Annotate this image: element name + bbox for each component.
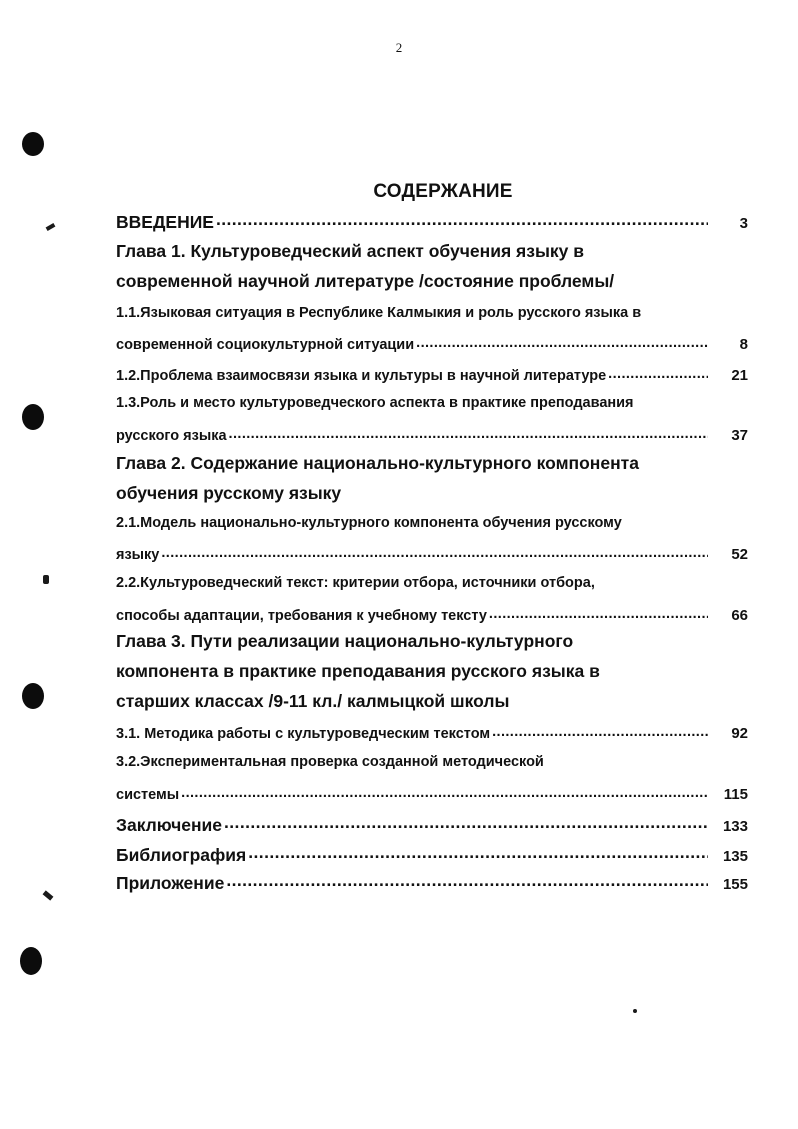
chapter-heading: обучения русскому языку bbox=[116, 483, 342, 503]
toc-entry-label: языку bbox=[116, 546, 160, 563]
chapter-heading: старших классах /9-11 кл./ калмыцкой школы bbox=[116, 691, 510, 711]
toc-title: СОДЕРЖАНИЕ bbox=[373, 181, 513, 202]
chapter-heading: Глава 1. Культуроведческий аспект обучения языку в bbox=[116, 241, 585, 261]
dot-leader bbox=[248, 843, 708, 861]
toc-page-number: 66 bbox=[731, 606, 748, 624]
toc-entry-appendix bbox=[116, 871, 748, 894]
punch-hole bbox=[22, 683, 44, 709]
toc-page-number: 92 bbox=[731, 724, 748, 742]
dot-leader bbox=[608, 365, 708, 380]
chapter-heading: Глава 3. Пути реализации национально-культурного bbox=[116, 631, 574, 651]
section-heading: 1.3.Роль и место культуроведческого аспекта в практике преподавания bbox=[116, 395, 634, 411]
scan-mark bbox=[43, 890, 54, 900]
toc-entry-label: 3.1. Методика работы с культуроведческим текстом bbox=[116, 725, 491, 742]
punch-hole bbox=[20, 947, 42, 975]
section-heading: 1.1.Языковая ситуация в Республике Калмыкия и роль русского языка в bbox=[116, 305, 642, 321]
toc-page-number: 37 bbox=[731, 426, 748, 444]
toc-entry-section bbox=[116, 425, 748, 444]
toc-entry-label: русского языка bbox=[116, 427, 227, 444]
punch-hole bbox=[22, 132, 44, 156]
toc-entry-section bbox=[116, 544, 748, 563]
page-number: 2 bbox=[395, 40, 403, 55]
dot-leader bbox=[416, 334, 708, 349]
toc-entry-label: Заключение bbox=[116, 814, 223, 835]
toc-entry-label: ВВЕДЕНИЕ bbox=[116, 211, 214, 232]
scan-mark bbox=[633, 1009, 637, 1013]
toc-entry-section bbox=[116, 784, 748, 803]
toc-entry-introduction bbox=[116, 210, 748, 233]
toc-entry-section bbox=[116, 723, 748, 742]
chapter-heading: компонента в практике преподавания русского языка в bbox=[116, 661, 600, 681]
dot-leader bbox=[216, 210, 708, 228]
scan-mark bbox=[43, 575, 49, 584]
toc-entry-section bbox=[116, 365, 748, 384]
dot-leader bbox=[181, 784, 708, 799]
toc-entry-section bbox=[116, 605, 748, 624]
toc-page-number: 155 bbox=[722, 875, 748, 893]
dot-leader bbox=[489, 605, 708, 620]
dot-leader bbox=[229, 425, 708, 440]
dot-leader bbox=[224, 813, 708, 831]
toc-entry-label: системы bbox=[116, 786, 180, 803]
toc-entry-label: Библиография bbox=[116, 844, 247, 865]
toc-entry-bibliography bbox=[116, 843, 748, 866]
toc-page-number: 3 bbox=[739, 214, 748, 232]
section-heading: 2.2.Культуроведческий текст: критерии отбора, источники отбора, bbox=[116, 575, 595, 591]
dot-leader bbox=[226, 871, 708, 889]
toc-entry-label: 1.2.Проблема взаимосвязи языка и культуры в научной литературе bbox=[116, 367, 607, 384]
scan-mark bbox=[46, 223, 56, 231]
toc-page-number: 8 bbox=[739, 335, 748, 353]
toc-page-number: 133 bbox=[722, 817, 748, 835]
toc-page-number: 52 bbox=[731, 545, 748, 563]
chapter-heading: современной научной литературе /состояние проблемы/ bbox=[116, 271, 615, 291]
section-heading: 2.1.Модель национально-культурного компонента обучения русскому bbox=[116, 515, 622, 531]
section-heading: 3.2.Экспериментальная проверка созданной методической bbox=[116, 754, 544, 770]
dot-leader bbox=[161, 544, 708, 559]
toc-page-number: 115 bbox=[723, 785, 748, 803]
toc-entry-label: способы адаптации, требования к учебному тексту bbox=[116, 607, 487, 624]
chapter-heading: Глава 2. Содержание национально-культурного компонента bbox=[116, 453, 639, 473]
dot-leader bbox=[492, 723, 708, 738]
toc-entry-label: Приложение bbox=[116, 872, 225, 893]
toc-page-number: 21 bbox=[731, 366, 748, 384]
punch-hole bbox=[22, 404, 44, 430]
toc-entry-section bbox=[116, 334, 748, 353]
toc-page-number: 135 bbox=[722, 847, 748, 865]
toc-entry-label: современной социокультурной ситуации bbox=[116, 336, 415, 353]
toc-entry-conclusion bbox=[116, 813, 748, 836]
